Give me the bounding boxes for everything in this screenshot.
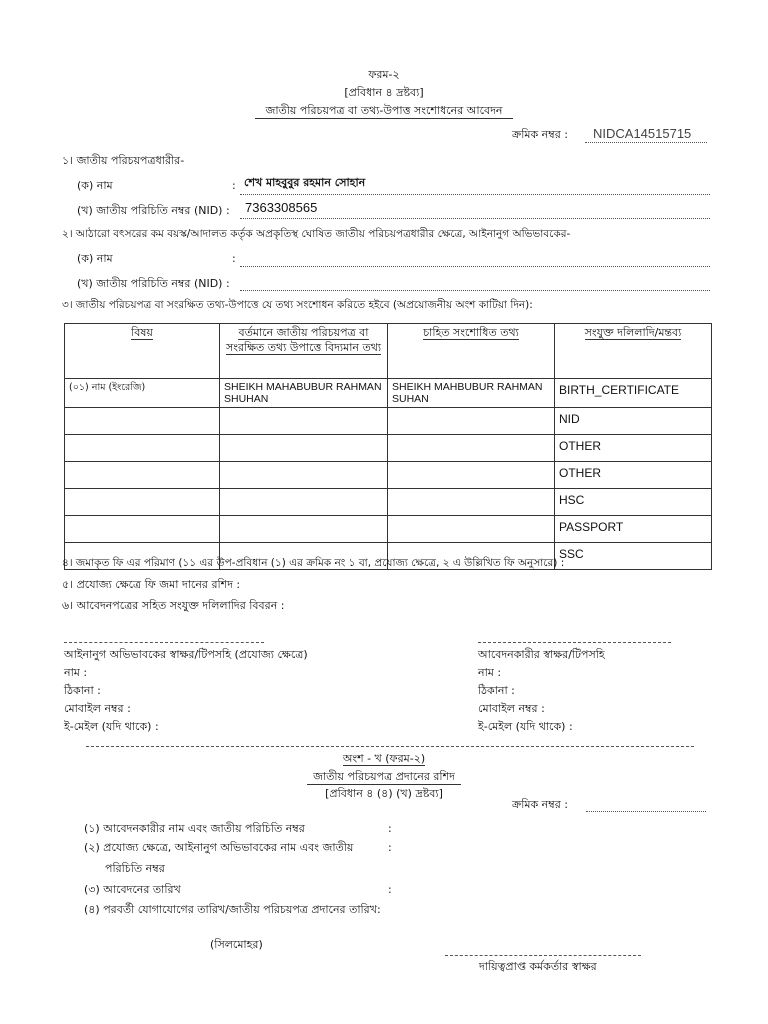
table-row — [65, 489, 712, 516]
receipt-title-text: জাতীয় পরিচয়পত্র প্রদানের রশিদ — [307, 770, 461, 785]
table-cell-document: PASSPORT — [555, 516, 712, 543]
applicant-signature-line — [478, 642, 671, 643]
table-cell-subject — [65, 516, 220, 543]
section6-documents: ৬। আবেদনপত্রের সহিত সংযুক্ত দলিলাদির বিবরন : — [62, 599, 285, 612]
receipt-item-guardian: (২) প্রযোজ্য ক্ষেত্রে, আইনানুগ অভিভাবকের নাম এবং জাতীয় — [84, 841, 354, 854]
table-header-row — [65, 324, 712, 379]
table-cell-corrected — [388, 408, 555, 435]
holder-nid-field — [240, 200, 710, 219]
officer-signature-label: দায়িত্বপ্রাপ্ত কর্মকর্তার স্বাক্ষর — [479, 960, 597, 973]
receipt-serial-label: ক্রমিক নম্বর : — [512, 798, 568, 811]
rule-reference: [প্রবিধান ৪ দ্রষ্টব্য] — [344, 86, 424, 99]
holder-nid-value: 7363308565 — [245, 200, 318, 215]
table-cell-existing — [220, 489, 388, 516]
table-cell-corrected — [388, 516, 555, 543]
table-cell-corrected — [388, 489, 555, 516]
section3-heading: ৩। জাতীয় পরিচয়পত্র বা সংরক্ষিত তথ্য-উপাত্তে যে তথ্য সংশোধন করিতে হইবে (অপ্রয়োজনীয় অংশ কাটিয়া দিন): — [62, 299, 533, 311]
table-row — [65, 435, 712, 462]
receipt-part-heading — [0, 752, 768, 765]
guardian-signature-line — [64, 642, 264, 643]
colon: : — [232, 252, 236, 265]
table-row — [65, 462, 712, 489]
table-header-subject: বিষয় — [65, 324, 220, 379]
receipt-item-applicant: (১) আবেদনকারীর নাম এবং জাতীয় পরিচিতি নম্বর — [84, 822, 305, 835]
guardian-nid-field — [240, 274, 710, 291]
holder-name-value: শেখ মাহবুবুর রহমান সোহান — [244, 176, 366, 189]
table-cell-existing — [220, 462, 388, 489]
applicant-signature-title: আবেদনকারীর স্বাক্ষর/টিপসহি — [478, 648, 605, 661]
table-cell-document: SSC — [555, 543, 712, 570]
table-cell-subject — [65, 489, 220, 516]
receipt-item-next-date: (৪) পরবর্তী যোগাযোগের তারিখ/জাতীয় পরিচয়পত্র প্রদানের তারিখ: — [84, 903, 381, 916]
table-cell-subject — [65, 435, 220, 462]
table-row — [65, 408, 712, 435]
table-cell-document: BIRTH_CERTIFICATE — [555, 379, 712, 408]
guardian-sign-mobile: মোবাইল নম্বর : — [64, 702, 131, 715]
serial-label: ক্রমিক নম্বর : — [512, 128, 568, 141]
section2-heading: ২। আঠারো বৎসরের কম বয়স্ক/আদালত কর্তৃক অপ্রকৃতিস্থ ঘোষিত জাতীয় পরিচয়পত্রধারীর ক্ষেত্রে, আইনানুগ অভিভাবকের- — [62, 228, 571, 240]
table-cell-subject — [65, 462, 220, 489]
table-cell-existing — [220, 435, 388, 462]
receipt-part-text: অংশ - খ (ফরম-২) — [342, 752, 426, 765]
table-cell-document: OTHER — [555, 462, 712, 489]
receipt-title — [0, 770, 768, 783]
table-cell-corrected — [388, 462, 555, 489]
guardian-signature-title: আইনানুগ অভিভাবকের স্বাক্ষর/টিপসহি (প্রযোজ্য ক্ষেত্রে) — [64, 648, 308, 661]
receipt-item-date: (৩) আবেদনের তারিখ — [84, 883, 181, 896]
section4-fee-amount: ৪। জমাকৃত ফি এর পরিমাণ (১১ এর উপ-প্রবিধান (১) এর ক্রমিক নং ১ বা, প্রযোজ্য ক্ষেত্রে, ২ এ উল্লিখিত ফি অনুসারে) : — [62, 557, 565, 569]
tear-off-line — [86, 746, 694, 747]
officer-signature-line — [445, 955, 641, 956]
table-row — [65, 516, 712, 543]
section1-heading: ১। জাতীয় পরিচয়পত্রধারীর- — [62, 154, 185, 167]
guardian-nid-label: (খ) জাতীয় পরিচিতি নম্বর (NID) : — [77, 277, 230, 290]
receipt-item-guardian-cont: পরিচিতি নম্বর — [105, 862, 165, 875]
seal-label: (সিলমোহর) — [210, 938, 263, 951]
table-cell-document: NID — [555, 408, 712, 435]
guardian-sign-name: নাম : — [64, 666, 88, 679]
colon: : — [232, 179, 236, 192]
table-cell-existing — [220, 516, 388, 543]
receipt-rule-reference: [প্রবিধান ৪ (৪) (খ) দ্রষ্টব্য] — [325, 787, 443, 800]
table-header-corrected: চাহিত সংশোধিত তথ্য — [388, 324, 555, 379]
table-cell-corrected — [388, 435, 555, 462]
table-row — [65, 379, 712, 408]
table-cell-subject — [65, 408, 220, 435]
form-title — [0, 104, 768, 117]
holder-name-label: (ক) নাম — [77, 179, 113, 192]
colon: : — [388, 883, 392, 896]
serial-value: NIDCA14515715 — [585, 126, 707, 143]
applicant-sign-email: ই-মেইল (যদি থাকে) : — [478, 720, 573, 733]
section5-fee-receipt: ৫। প্রযোজ্য ক্ষেত্রে ফি জমা দানের রশিদ : — [62, 578, 241, 591]
holder-nid-label: (খ) জাতীয় পরিচিতি নম্বর (NID) : — [77, 204, 230, 217]
table-cell-subject: (০১) নাম (ইংরেজি) — [65, 379, 220, 408]
correction-table — [64, 323, 712, 570]
form-title-text: জাতীয় পরিচয়পত্র বা তথ্য-উপাত্ত সংশোধনের আবেদন — [255, 104, 512, 119]
table-cell-corrected: SHEIKH MAHBUBUR RAHMAN SUHAN — [388, 379, 555, 408]
table-cell-existing — [220, 408, 388, 435]
receipt-serial-field — [586, 798, 706, 812]
colon: : — [388, 841, 392, 854]
applicant-sign-name: নাম : — [478, 666, 502, 679]
guardian-sign-email: ই-মেইল (যদি থাকে) : — [64, 720, 159, 733]
form-number: ফরম-২ — [368, 68, 400, 81]
table-cell-document: HSC — [555, 489, 712, 516]
applicant-sign-address: ঠিকানা : — [478, 684, 515, 697]
table-cell-document: OTHER — [555, 435, 712, 462]
table-header-documents: সংযুক্ত দলিলাদি/মন্তব্য — [555, 324, 712, 379]
guardian-sign-address: ঠিকানা : — [64, 684, 101, 697]
guardian-name-field — [240, 250, 710, 267]
table-header-existing: বর্তমানে জাতীয় পরিচয়পত্র বা সংরক্ষিত তথ্য উপাত্তে বিদ্যমান তথ্য — [220, 324, 388, 379]
table-cell-existing: SHEIKH MAHABUBUR RAHMAN SHUHAN — [220, 379, 388, 408]
colon: : — [388, 822, 392, 835]
applicant-sign-mobile: মোবাইল নম্বর : — [478, 702, 545, 715]
holder-name-field — [240, 176, 710, 195]
guardian-name-label: (ক) নাম — [77, 252, 113, 265]
